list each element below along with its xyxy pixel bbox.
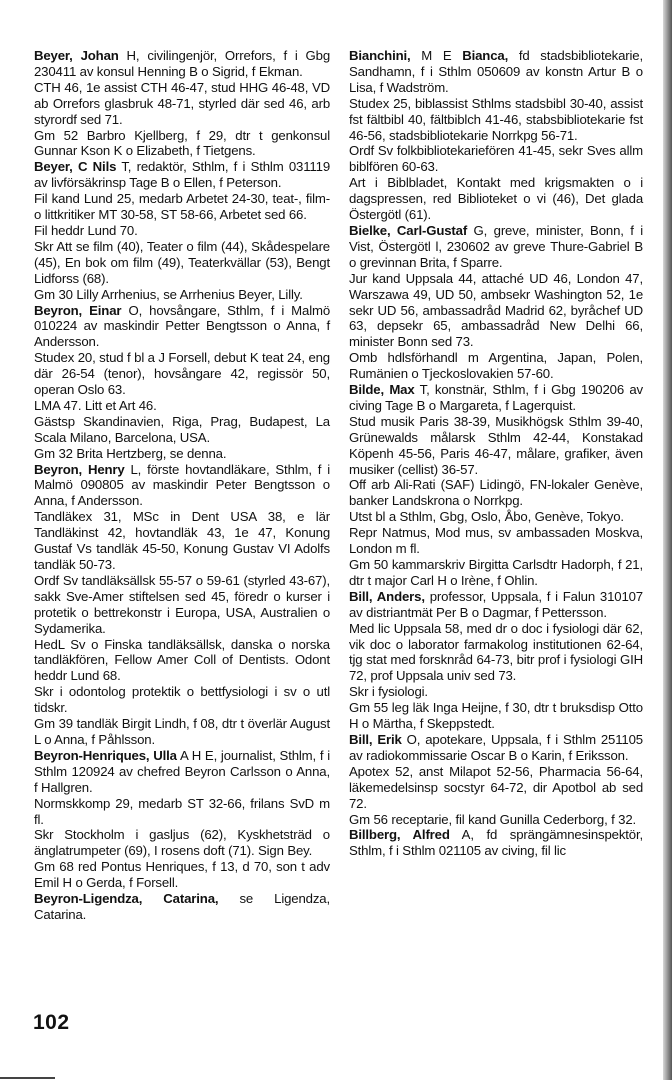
entry-text: Normskkomp 29, medarb ST 32-66, frilans SvD m fl. (34, 795, 330, 827)
entry-paragraph (34, 796, 330, 828)
entry-paragraph (349, 700, 643, 732)
entry-text: M E (410, 48, 463, 63)
entry-paragraph (349, 509, 643, 525)
entry-text: Skr i fysiologi. (349, 684, 428, 700)
entry-text: CTH 46, 1e assist CTH 46-47, stud HHG 46-48, VD ab Orrefors glasbruk 48-71, styrled där sed 46, arb styrordf sed 71. (34, 79, 330, 127)
entry-name: Beyron, Henry (34, 461, 125, 477)
entry-heading-paragraph (349, 382, 643, 414)
entry-text: Ordf Sv tandläksällsk 55-57 o 59-61 (styrled 43-67), sakk Sve-Amer stiftelsen sed 45, föredr o kurser i protetik o bettrekonstr i Europa, USA, Australien o Sydamerika. (34, 572, 330, 636)
entry-paragraph (34, 128, 330, 160)
entry-text: professor, Uppsala, f i Falun 310107 av distriantmät Per B o Dagmar, f Pettersson. (349, 588, 643, 620)
entry-name: Bianca, (462, 48, 509, 63)
entry-text: Med lic Uppsala 58, med dr o doc i fysiologi där 62, vik doc o laborator farmakolog institutionen 62-64, tjg stat med forsknråd 64-73, bitr prof i fysiologi GIH 72, prof Uppsala univ sed 73. (349, 620, 643, 684)
right-column (349, 48, 643, 859)
entry-paragraph (349, 621, 643, 685)
entry-text: Gästsp Skandinavien, Riga, Prag, Budapest, La Scala Milano, Barcelona, USA. (34, 413, 330, 445)
entry-paragraph (34, 716, 330, 748)
entry-paragraph (34, 827, 330, 859)
entry-text: Gm 52 Barbro Kjellberg, f 29, dtr t genkonsul Gunnar Kson K o Elizabeth, f Tietgens. (34, 127, 330, 159)
entry-paragraph (34, 398, 330, 414)
entry-paragraph (34, 414, 330, 446)
entry-paragraph (34, 239, 330, 287)
entry-text: Fil kand Lund 25, medarb Arbetet 24-30, teat-, film- o littkritiker MT 30-58, ST 58-66, Arbetet sed 66. (34, 191, 330, 223)
entry-text: Studex 20, stud f bl a J Forsell, debut K teat 24, eng där 26-54 (tenor), hovsångare 42, regissör 50, operan Oslo 63. (34, 350, 330, 398)
entry-text: HedL Sv o Finska tandläksällsk, danska o norska tandläkfören, Fellow Amer Coll of Dentists. Odont heddr Lund 68. (34, 636, 330, 684)
entry-name: Bianchini, (349, 48, 411, 63)
entry-heading-paragraph (34, 891, 330, 923)
entry-text: Skr i odontolog protektik o bettfysiologi i sv o utl tidskr. (34, 684, 330, 716)
entry-text: Studex 25, biblassist Sthlms stadsbibl 30-40, assist fst fältbibl 40, fältbiblch 41-46, stabsbibliotekarie fst 46-56, stadsbibliotekarie Norrkpg 56-71. (349, 95, 643, 143)
entry-paragraph (349, 764, 643, 812)
entry-name: Beyron-Ligendza, Catarina, (34, 891, 219, 907)
entry-text: se Ligendza, Catarina. (34, 891, 330, 922)
entry-text: fd stadsbibliotekarie, Sandhamn, f i Sthlm 050609 av konstn Artur B o Lisa, f Wadström. (349, 48, 643, 95)
entry-text: O, hovsångare, Sthlm, f i Malmö 010224 av maskindir Petter Bengtsson o Anna, f Andersson. (34, 302, 331, 350)
entry-paragraph (349, 350, 643, 382)
entry-paragraph (34, 684, 330, 716)
entry-paragraph (34, 350, 330, 398)
entry-text: Gm 30 Lilly Arrhenius, se Arrhenius Beyer, Lilly. (34, 286, 303, 302)
entry-paragraph (34, 509, 330, 573)
entry-text: Fil heddr Lund 70. (34, 222, 138, 238)
entry-paragraph (349, 477, 643, 509)
entry-name: Bielke, Carl-Gustaf (349, 222, 468, 238)
page-number: 102 (33, 1011, 70, 1034)
entry-text: Skr Stockholm i gasljus (62), Kyskhetsträd o änglatrumpeter (69), I rosens doft (71). Sign Bey. (34, 827, 330, 859)
entry-text: Apotex 52, anst Milapot 52-56, Pharmacia 56-64, läkemedelsinsp socstyr 64-72, dir Apotbol ab sed 72. (349, 763, 643, 811)
entry-heading-paragraph (34, 48, 330, 80)
entry-text: O, apotekare, Uppsala, f i Sthlm 251105 av radiokommissarie Oscar B o Karin, f Eriksson. (349, 731, 643, 763)
entry-text: Gm 56 receptarie, fil kand Gunilla Cederborg, f 32. (349, 811, 637, 827)
entry-text: Tandläkex 31, MSc in Dent USA 38, e lär Tandläkinst 42, hovtandläk 43, 1e 47, Konung Gustaf Vs tandläk 45-50, Konung Gustav VI Adolfs tandläk 50-73. (34, 509, 330, 572)
entry-text: T, konstnär, Sthlm, f i Gbg 190206 av civing Tage B o Margareta, f Lagerquist. (349, 382, 643, 413)
entry-heading-paragraph (349, 827, 643, 859)
entry-heading-paragraph (34, 159, 330, 191)
entry-name: Bill, Erik (349, 731, 402, 747)
entry-text: Gm 68 red Pontus Henriques, f 13, d 70, son t adv Emil H o Gerda, f Forsell. (34, 859, 330, 891)
entry-paragraph (349, 414, 643, 478)
entry-name: Beyron-Henriques, Ulla (34, 747, 177, 763)
entry-text: Omb hdlsförhandl m Argentina, Japan, Polen, Rumänien o Tjeckoslovakien 57-60. (349, 350, 643, 382)
entry-paragraph (34, 637, 330, 685)
entry-name: Beyer, C Nils (34, 159, 117, 175)
entry-text: A H E, journalist, Sthlm, f i Sthlm 120924 av chefred Beyron Carlsson o Anna, f Hallgren. (34, 747, 330, 795)
entry-name: Beyron, Einar (34, 302, 122, 318)
entry-text: H, civilingenjör, Orrefors, f i Gbg 230411 av konsul Henning B o Sigrid, f Ekman. (34, 48, 331, 79)
entry-heading-paragraph (34, 462, 330, 510)
entry-paragraph (34, 223, 330, 239)
entry-heading-paragraph (349, 48, 643, 96)
entry-text: Skr Att se film (40), Teater o film (44), Skådespelare (45), En bok om film (49), Teaterkvällar (53), Bengt Lidforss (68). (34, 238, 330, 286)
entry-text: Gm 39 tandläk Birgit Lindh, f 08, dtr t överlär August L o Anna, f Påhlsson. (34, 716, 330, 747)
entry-name: Bill, Anders, (349, 588, 425, 604)
entry-text: Ordf Sv folkbibliotekariefören 41-45, sekr Sves allm biblfören 60-63. (349, 143, 643, 175)
entry-paragraph (349, 143, 643, 175)
entry-text: Art i Biblbladet, Kontakt med krigsmakten o i dagspressen, red Biblioteket o vi (46), Det glada Östergötl (61). (349, 175, 643, 223)
entry-heading-paragraph (349, 732, 643, 764)
entry-paragraph (34, 287, 330, 303)
entry-name: Billberg, Alfred (349, 827, 450, 843)
entry-paragraph (349, 175, 643, 223)
entry-text: Utst bl a Sthlm, Gbg, Oslo, Åbo, Genève, Tokyo. (349, 509, 624, 525)
entry-heading-paragraph (349, 589, 643, 621)
entry-paragraph (34, 859, 330, 891)
entry-text: L, förste hovtandläkare, Sthlm, f i Malmö 090805 av maskindir Peter Bengtsson o Anna, f Andersson. (34, 461, 330, 509)
left-column (34, 48, 330, 923)
entry-text: Gm 32 Brita Hertzberg, se denna. (34, 445, 227, 461)
entry-paragraph (349, 96, 643, 144)
page-edge-shadow (663, 0, 672, 1080)
entry-text: Stud musik Paris 38-39, Musikhögsk Sthlm 39-40, Grünewalds målarsk Sthlm 42-44, Konstakad Köpenh 45-56, Paris 46-47, målare, grafiker, även musiker (cellist) 36-57. (349, 413, 643, 477)
entry-text: LMA 47. Litt et Art 46. (34, 397, 157, 413)
entry-name: Bilde, Max (349, 382, 415, 398)
entry-text: A, fd sprängämnesinspektör, Sthlm, f i Sthlm 021105 av civing, fil lic (349, 827, 644, 859)
entry-paragraph (34, 191, 330, 223)
entry-heading-paragraph (349, 223, 643, 271)
entry-name: Beyer, Johan (34, 48, 119, 63)
entry-text: Repr Natmus, Mod mus, sv ambassaden Moskva, London m fl. (349, 525, 643, 557)
entry-text: Off arb Ali-Rati (SAF) Lidingö, FN-lokaler Genève, banker Landskrona o Norrkpg. (349, 477, 643, 509)
entry-paragraph (34, 573, 330, 637)
entry-text: G, greve, minister, Bonn, f i Vist, Östergötl l, 230602 av greve Thure-Gabriel B o grevinnan Brita, f Sparre. (349, 222, 643, 270)
entry-paragraph (349, 684, 643, 700)
entry-paragraph (349, 557, 643, 589)
entry-paragraph (349, 271, 643, 351)
entry-text: Gm 50 kammarskriv Birgitta Carlsdtr Hadorph, f 21, dtr t major Carl H o Irène, f Ohlin. (349, 557, 643, 588)
entry-paragraph (34, 80, 330, 128)
entry-text: Gm 55 leg läk Inga Heijne, f 30, dtr t bruksdisp Otto H o Märtha, f Skeppstedt. (349, 700, 643, 732)
entry-text: Jur kand Uppsala 44, attaché UD 46, London 47, Warszawa 49, UD 50, ambsekr Washington 52, 1e sekr UD 56, ambassadråd Madrid 62, byråchef UD 63, depsekr 65, ambassadråd New Delhi 66, minister Bonn sed 73. (349, 270, 643, 350)
bottom-rule (0, 1077, 55, 1079)
entry-paragraph (349, 525, 643, 557)
entry-heading-paragraph (34, 303, 330, 351)
entry-text: T, redaktör, Sthlm, f i Sthlm 031119 av livförsäkrinsp Tage B o Ellen, f Peterson. (34, 159, 330, 191)
entry-paragraph (34, 446, 330, 462)
entry-paragraph (349, 812, 643, 828)
entry-heading-paragraph (34, 748, 330, 796)
